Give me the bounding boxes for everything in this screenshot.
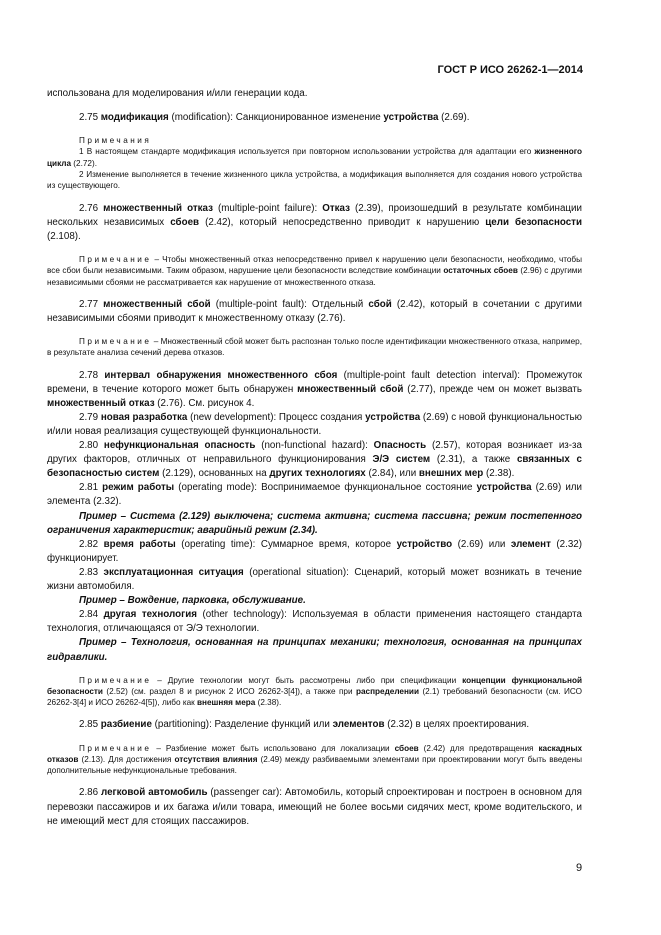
text-run: – Другие технологии могут быть рассмотрены либо при спецификации bbox=[151, 675, 463, 685]
text-run: (2.38). bbox=[483, 468, 515, 480]
text-paragraph bbox=[47, 411, 582, 439]
text-run: использована для моделирования и/или генерации кода. bbox=[47, 88, 308, 99]
term-run: жизненного цикла bbox=[47, 147, 582, 168]
text-paragraph bbox=[47, 87, 582, 101]
text-run: (2.69) или элемента (2.32). bbox=[47, 482, 582, 508]
term-run: множественный сбой bbox=[103, 298, 211, 310]
text-paragraph bbox=[47, 481, 582, 509]
text-paragraph bbox=[47, 538, 582, 566]
term-run: отсутствия влияния bbox=[174, 754, 258, 764]
term-run: нефункциональная опасность bbox=[103, 440, 256, 452]
term-run: Опасность bbox=[373, 440, 427, 452]
text-paragraph bbox=[47, 786, 582, 828]
note-label: Примечание bbox=[79, 675, 152, 685]
text-paragraph bbox=[47, 718, 582, 732]
text-paragraph bbox=[47, 298, 582, 326]
text-run: (2.13). Для достижения bbox=[78, 754, 175, 764]
term-run: Пример – Вождение, парковка, обслуживание. bbox=[79, 595, 306, 607]
text-run: (operating time): Суммарное время, которое bbox=[175, 538, 397, 550]
text-run: (2.32) в целях проектирования. bbox=[384, 719, 530, 731]
text-run: (operational situation): Сценарий, который может возникать в течение жизни автомобиля. bbox=[47, 566, 582, 593]
note-paragraph bbox=[47, 169, 582, 192]
text-paragraph bbox=[47, 439, 582, 481]
text-run: 2.81 bbox=[79, 482, 103, 494]
text-run: (2.129), основанных на bbox=[159, 468, 270, 480]
text-run: (non-functional hazard): bbox=[255, 440, 374, 452]
term-run: цели безопасности bbox=[485, 216, 582, 228]
text-run: (2.42) для предотвращения bbox=[418, 743, 539, 753]
term-run: разбиение bbox=[100, 719, 152, 731]
text-paragraph bbox=[47, 510, 582, 538]
note-paragraph bbox=[47, 336, 582, 359]
text-paragraph bbox=[47, 594, 582, 608]
text-run: (2.77), прежде чем он может вызвать bbox=[403, 383, 583, 395]
text-run: (passenger car): Автомобиль, который спроектирован и построен в основном для перевозки пассажиров и их багажа и/или товара, имеющий не более восьми сидячих мест, кроме водительского, и не имеющий мест для стоящих пассажиров. bbox=[47, 787, 582, 827]
page-body bbox=[47, 87, 582, 829]
text-run: (multiple-point fault detection interval): Промежуток времени, в течение которого может быть обнаружен bbox=[47, 369, 583, 395]
text-run: (2.69) или bbox=[452, 538, 511, 550]
text-run: 2.80 bbox=[79, 440, 104, 452]
text-run: (2.76). См. рисунок 4. bbox=[154, 397, 255, 409]
note-paragraph bbox=[47, 254, 582, 288]
term-run: другая технология bbox=[103, 609, 197, 621]
text-run: 1 В настоящем стандарте модификация используется при повторном использовании устройства для адаптации его bbox=[79, 147, 535, 157]
text-run: (2.69) с новой функциональностью и/или новая реализация существующей функциональности. bbox=[47, 411, 582, 437]
text-run: (2.57), которая возникает из-за других факторов, отличных от неправильного функционирования bbox=[47, 440, 582, 466]
term-run: устройства bbox=[365, 411, 421, 423]
text-paragraph bbox=[47, 369, 582, 411]
term-run: модификация bbox=[100, 112, 169, 124]
term-run: Э/Э систем bbox=[372, 454, 431, 466]
text-paragraph bbox=[47, 636, 582, 664]
text-run: (2.52) (см. раздел 8 и рисунок 2 ИСО 26262-3[4]), а также при bbox=[102, 686, 356, 696]
term-run: каскадных отказов bbox=[47, 743, 582, 764]
term-run: интервал обнаружения множественного сбоя bbox=[104, 369, 338, 381]
text-run: 2.78 bbox=[79, 369, 105, 381]
text-run: (2.84), или bbox=[365, 468, 419, 480]
note-paragraph bbox=[47, 675, 582, 709]
text-run: (operating mode): Воспринимаемое функциональное состояние bbox=[174, 482, 477, 494]
note-paragraph bbox=[47, 743, 582, 777]
term-run: множественный сбой bbox=[297, 383, 404, 395]
term-run: остаточных сбоев bbox=[443, 266, 518, 276]
text-run: (multiple-point fault): Отдельный bbox=[210, 298, 369, 310]
text-run: 2.83 bbox=[79, 566, 104, 578]
text-run: 2.77 bbox=[79, 298, 104, 310]
note-paragraph bbox=[47, 146, 582, 169]
term-run: сбоев bbox=[394, 743, 419, 753]
text-run: 2.75 bbox=[79, 112, 101, 124]
term-run: множественный отказ bbox=[103, 202, 213, 214]
term-run: Пример – Система (2.129) выключена; система активна; система пассивна; режим постепенного ограничения характеристик; аварийный режим (2.34). bbox=[47, 510, 582, 536]
text-run: (2.49) между разбиваемыми элементами при проектировании могут быть введены дополнительные нефункциональные требования. bbox=[47, 754, 583, 776]
text-run: (2.42), который непосредственно приводит к нарушению bbox=[199, 216, 486, 228]
term-run: сбой bbox=[368, 298, 392, 310]
text-run: – Разбиение может быть использовано для локализации bbox=[151, 743, 395, 753]
text-run: (partitioning): Разделение функций или bbox=[151, 719, 333, 731]
term-run: устройства bbox=[383, 112, 439, 124]
text-run: (2.69). bbox=[438, 112, 470, 124]
note-label: Примечания bbox=[79, 136, 152, 146]
text-run: (2.31), а также bbox=[430, 454, 517, 466]
text-run: 2.86 bbox=[79, 787, 101, 799]
term-run: новая разработка bbox=[100, 411, 188, 423]
term-run: связанных с безопасностью систем bbox=[47, 454, 583, 480]
note-label: Примечание bbox=[79, 743, 152, 753]
text-run: – Множественный сбой может быть распознан только после идентификации множественного отказа, например, в результате анализа сечений дерева отказов. bbox=[47, 337, 582, 358]
text-run: (2.72). bbox=[71, 158, 97, 168]
text-run: (multiple-point failure): bbox=[212, 202, 323, 214]
term-run: режим работы bbox=[102, 482, 175, 494]
term-run: эксплуатационная ситуация bbox=[103, 566, 244, 578]
text-paragraph bbox=[47, 202, 582, 244]
text-run: 2.76 bbox=[79, 202, 104, 214]
text-run: (2.1) требований безопасности (см. ИСО 26262-3[4] и ИСО 26262-4[5]), либо как bbox=[47, 686, 582, 708]
note-label: Примечание bbox=[79, 337, 152, 347]
term-run: Отказ bbox=[322, 202, 350, 214]
term-run: сбоев bbox=[170, 216, 200, 228]
text-run: (other technology): Используемая в области применения настоящего стандарта технология, отличающаяся от Э/Э технологии. bbox=[47, 609, 582, 635]
text-run: (2.108). bbox=[47, 230, 81, 242]
term-run: устройства bbox=[476, 482, 532, 494]
text-run: (new development): Процесс создания bbox=[187, 411, 366, 423]
term-run: время работы bbox=[103, 538, 176, 550]
text-run: (2.96) с другими независимыми сбоями не рассматривается как нарушение от множественного отказа. bbox=[47, 266, 582, 287]
term-run: Пример – Технология, основанная на принципах механики; технология, основанная на принципах гидравлики. bbox=[47, 637, 582, 663]
text-paragraph bbox=[47, 111, 582, 125]
term-run: распределении bbox=[355, 686, 419, 696]
note-label: Примечание bbox=[79, 254, 152, 264]
text-run: – Чтобы множественный отказ непосредственно привел к нарушению цели безопасности, необходимо, чтобы все сбои были независимыми. Таким образом, нарушение цели безопасности вследствие комбинации bbox=[47, 254, 582, 276]
text-paragraph bbox=[47, 608, 582, 636]
term-run: внешняя мера bbox=[197, 698, 256, 708]
text-run: 2.82 bbox=[79, 538, 104, 550]
note-paragraph bbox=[47, 135, 582, 146]
text-run: (modification): Санкционированное изменение bbox=[168, 112, 384, 124]
text-run: 2.85 bbox=[79, 719, 101, 731]
text-run: 2.79 bbox=[79, 411, 101, 423]
term-run: элемент bbox=[510, 538, 551, 550]
page-header: ГОСТ Р ИСО 26262-1—2014 bbox=[437, 64, 583, 76]
text-paragraph bbox=[47, 566, 582, 594]
term-run: концепции функциональной безопасности bbox=[47, 675, 583, 696]
term-run: элементов bbox=[332, 719, 385, 731]
term-run: множественный отказ bbox=[47, 397, 155, 409]
text-run: (2.42), который в сочетании с другими независимыми сбоями приводит к множественному отказу (2.76). bbox=[47, 298, 582, 324]
text-run: (2.39), произошедший в результате комбинации нескольких независимых bbox=[47, 202, 582, 228]
term-run: других технологиях bbox=[269, 468, 366, 480]
text-run: (2.38). bbox=[255, 698, 282, 708]
text-run: (2.32) функционирует. bbox=[47, 538, 582, 564]
text-run: 2 Изменение выполняется в течение жизненного цикла устройства, а модификация выполняется для создания нового устройства из существующего. bbox=[47, 170, 582, 191]
term-run: устройство bbox=[396, 538, 453, 550]
page-number: 9 bbox=[576, 862, 583, 874]
term-run: внешних мер bbox=[418, 468, 484, 480]
term-run: легковой автомобиль bbox=[101, 787, 208, 799]
text-run: 2.84 bbox=[79, 609, 104, 621]
